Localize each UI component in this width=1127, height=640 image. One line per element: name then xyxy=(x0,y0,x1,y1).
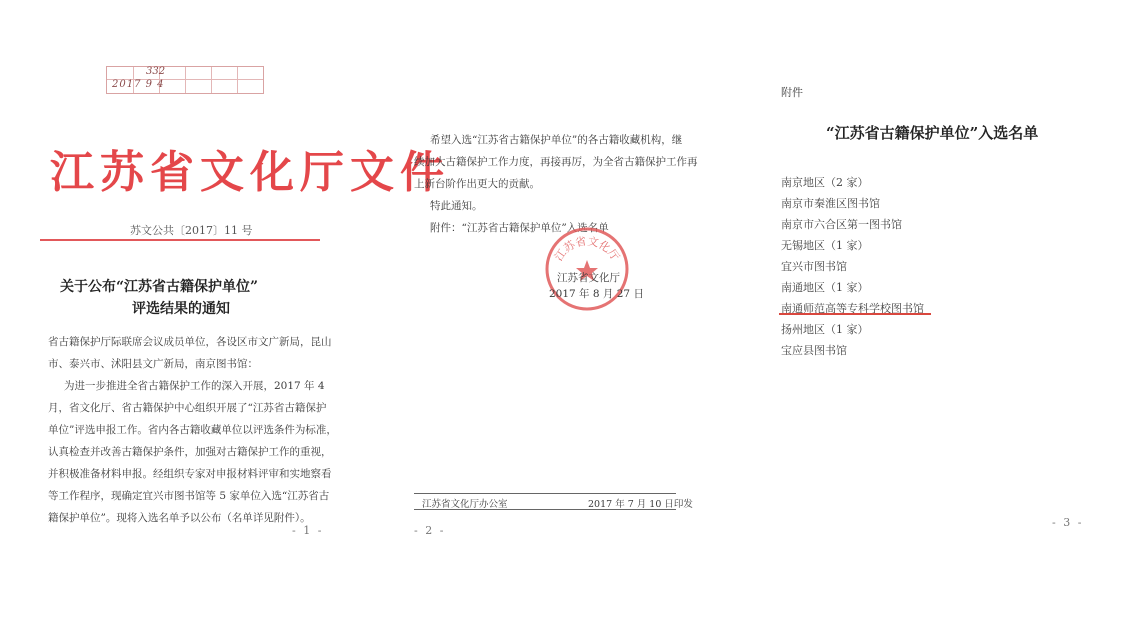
list-item: 无锡地区（1 家） xyxy=(781,239,869,252)
header-red-rule xyxy=(40,239,320,241)
list-item: 南京市六合区第一图书馆 xyxy=(781,218,902,231)
body-line: 等工作程序，现确定宜兴市图书馆等 5 家单位入选“江苏省古 xyxy=(48,490,330,502)
footer-rule-bottom xyxy=(414,509,676,510)
page-number-1: - 1 - xyxy=(292,524,324,537)
stamp-date: 2017 9 4 xyxy=(112,79,165,90)
footer-issuer: 江苏省文化厅办公室 xyxy=(422,499,508,510)
notice-title-line-1: 关于公布“江苏省古籍保护单位” xyxy=(60,279,259,295)
signing-date: 2017 年 8 月 27 日 xyxy=(549,288,644,300)
body-line: 续加大古籍保护工作力度，再接再厉，为全省古籍保护工作再 xyxy=(414,156,698,168)
body-line: 特此通知。 xyxy=(430,200,483,212)
body-line: 月，省文化厅、省古籍保护中心组织开展了“江苏省古籍保护 xyxy=(48,402,327,414)
page-number-2: - 2 - xyxy=(414,524,446,537)
document-number: 苏文公共〔2017〕11 号 xyxy=(130,224,253,237)
document-header-title: 江苏省文化厅文件 xyxy=(50,147,450,198)
attachment-note: 附件：“江苏省古籍保护单位”入选名单 xyxy=(430,222,609,234)
body-line: 市、泰兴市、沭阳县文广新局，南京图书馆： xyxy=(48,358,258,370)
footer-print-date: 2017 年 7 月 10 日印发 xyxy=(588,499,693,510)
footer-rule-top xyxy=(414,493,676,494)
page-number-3: - 3 - xyxy=(1052,516,1084,529)
body-line: 希望入选“江苏省古籍保护单位”的各古籍收藏机构，继 xyxy=(430,134,683,146)
list-item-highlighted: 南通师范高等专科学校图书馆 xyxy=(781,302,924,315)
page-1 xyxy=(0,0,370,640)
list-item: 南京市秦淮区图书馆 xyxy=(781,197,880,210)
list-item: 宜兴市图书馆 xyxy=(781,260,847,273)
body-line: 省古籍保护厅际联席会议成员单位，各设区市文广新局，昆山 xyxy=(48,336,332,348)
notice-title-line-2: 评选结果的通知 xyxy=(132,301,230,317)
body-line: 上新台阶作出更大的贡献。 xyxy=(414,178,540,190)
body-line: 籍保护单位”。现将入选名单予以公布（名单详见附件）。 xyxy=(48,512,311,524)
list-item: 扬州地区（1 家） xyxy=(781,323,869,336)
list-item: 宝应县图书馆 xyxy=(781,344,847,357)
seal-text: 江苏省文化厅 xyxy=(552,234,622,264)
body-line: 为进一步推进全省古籍保护工作的深入开展，2017 年 4 xyxy=(64,380,325,392)
page-2 xyxy=(370,0,740,640)
body-line: 单位”评选申报工作。省内各古籍收藏单位以评选条件为标准， xyxy=(48,424,337,436)
attachment-label: 附件 xyxy=(781,86,803,99)
body-line: 认真检查并改善古籍保护条件，加强对古籍保护工作的重视， xyxy=(48,446,332,458)
highlight-underline xyxy=(779,313,931,315)
list-item: 南京地区（2 家） xyxy=(781,176,869,189)
stamp-number: 332 xyxy=(146,66,166,77)
list-item: 南通地区（1 家） xyxy=(781,281,869,294)
body-line: 并积极准备材料申报。经组织专家对申报材料评审和实地察看 xyxy=(48,468,332,480)
list-title: “江苏省古籍保护单位”入选名单 xyxy=(826,124,1039,142)
signing-organization: 江苏省文化厅 xyxy=(557,272,620,284)
